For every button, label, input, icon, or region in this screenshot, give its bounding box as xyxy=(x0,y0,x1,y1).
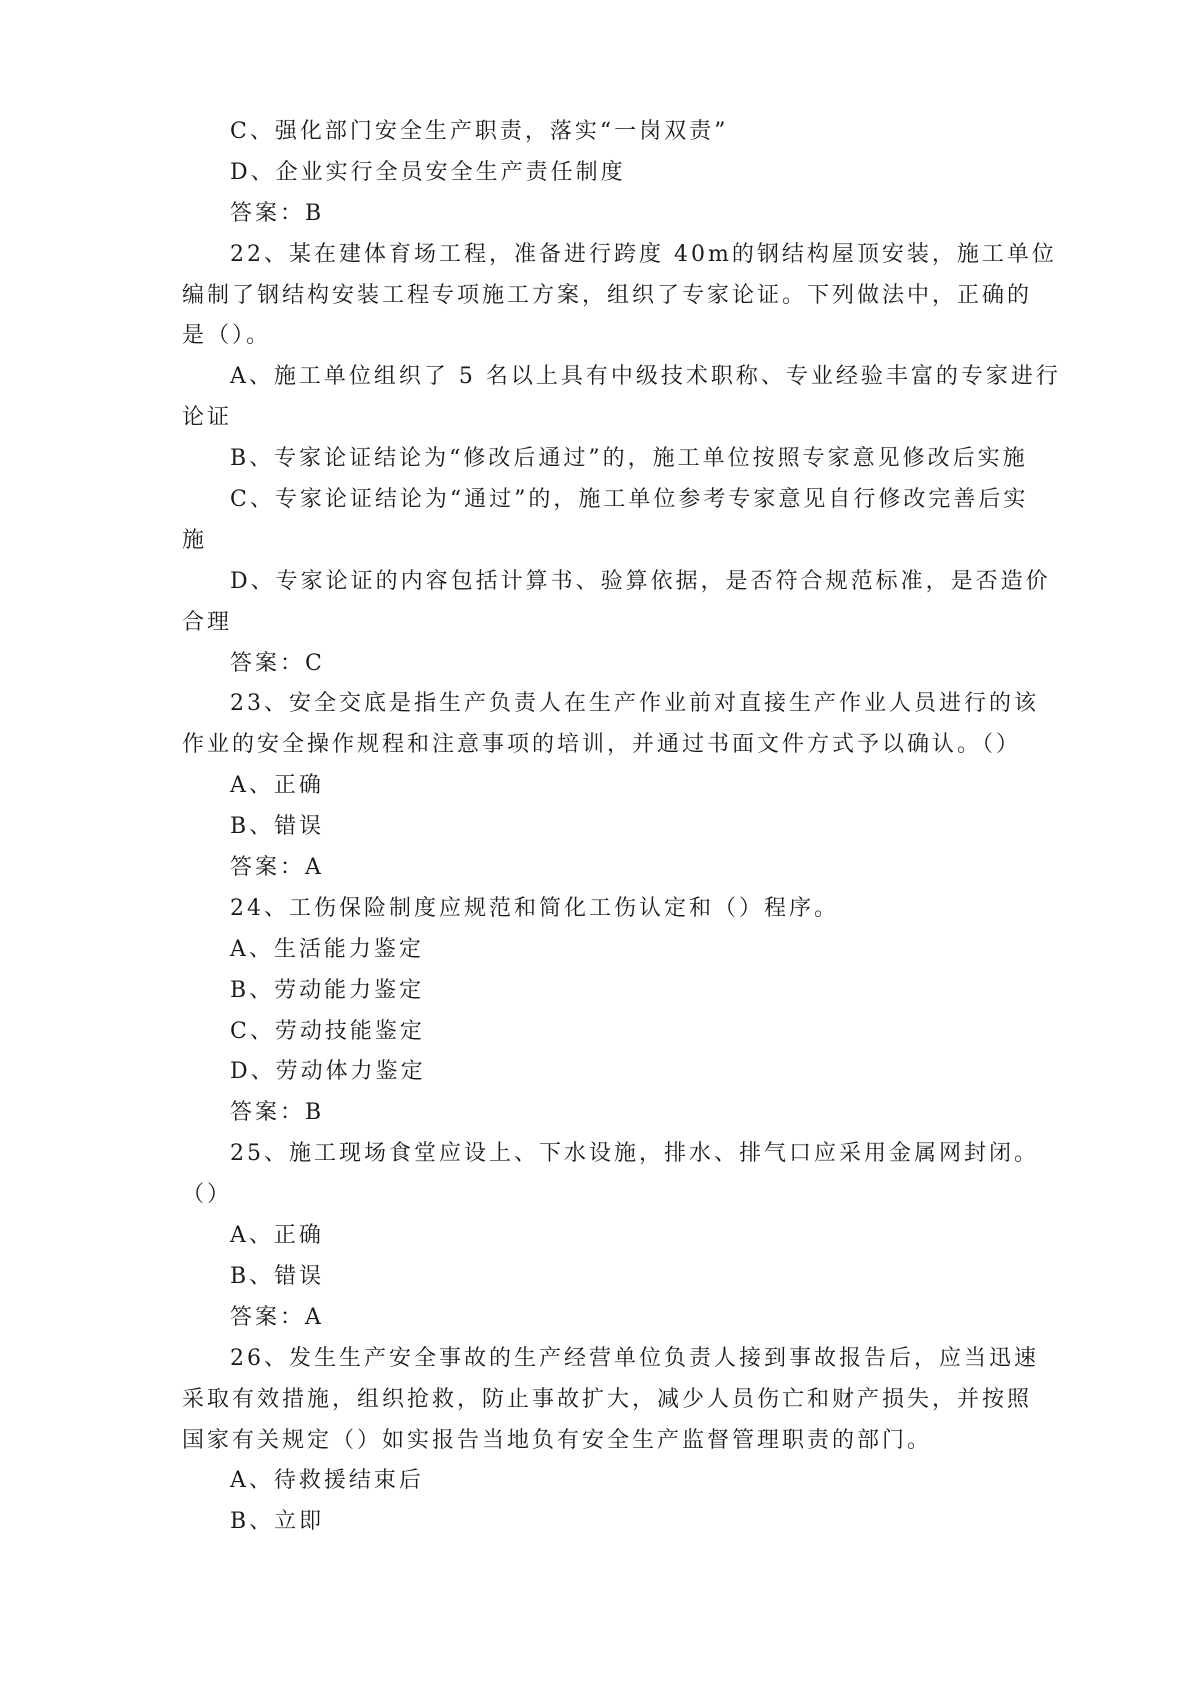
text-line: B、错误 xyxy=(230,1263,325,1289)
text-line: 作业的安全操作规程和注意事项的培训，并通过书面文件方式予以确认。（） xyxy=(182,732,1022,758)
text-line: 答案：A xyxy=(230,855,324,881)
text-line: C、强化部门安全生产职责，落实“一岗双责” xyxy=(230,119,729,144)
text-line: 22、某在建体育场工程，准备进行跨度 40m的钢结构屋顶安装，施工单位 xyxy=(230,241,1057,267)
document-page xyxy=(182,112,1061,1543)
text-line: B、错误 xyxy=(230,814,325,840)
text-line: 答案：B xyxy=(230,1100,325,1126)
text-line: B、劳动能力鉴定 xyxy=(230,977,425,1003)
text-line: B、立即 xyxy=(230,1509,325,1535)
text-line: D、专家论证的内容包括计算书、验算依据，是否符合规范标准，是否造价 xyxy=(230,568,1051,594)
text-line: C、专家论证结论为“通过”的，施工单位参考专家意见自行修改完善后实 xyxy=(230,487,1029,513)
text-line: B、专家论证结论为“修改后通过”的，施工单位按照专家意见修改后实施 xyxy=(230,446,1028,472)
text-line: 是（）。 xyxy=(182,323,272,349)
text-line: （） xyxy=(182,1182,233,1208)
text-line: C、劳动技能鉴定 xyxy=(230,1018,425,1044)
text-line: 答案：A xyxy=(230,1304,324,1330)
text-line: A、待救援结束后 xyxy=(230,1468,424,1494)
text-line: A、正确 xyxy=(230,773,324,799)
text-line: 采取有效措施，组织抢救，防止事故扩大，减少人员伤亡和财产损失，并按照 xyxy=(182,1386,1033,1412)
text-line: A、正确 xyxy=(230,1223,324,1249)
text-line: 26、发生生产安全事故的生产经营单位负责人接到事故报告后，应当迅速 xyxy=(230,1345,1039,1371)
text-line: 23、安全交底是指生产负责人在生产作业前对直接生产作业人员进行的该 xyxy=(230,691,1039,717)
text-line: 25、施工现场食堂应设上、下水设施，排水、排气口应采用金属网封闭。 xyxy=(230,1141,1039,1167)
text-line: 24、工伤保险制度应规范和简化工伤认定和（）程序。 xyxy=(230,895,839,921)
text-line: 答案：C xyxy=(230,650,325,676)
text-line: A、生活能力鉴定 xyxy=(230,936,424,962)
text-line: D、企业实行全员安全生产责任制度 xyxy=(230,159,626,185)
text-line: 合理 xyxy=(182,609,233,635)
text-line: 答案：B xyxy=(230,200,325,226)
text-line: 论证 xyxy=(182,405,233,431)
text-line: 施 xyxy=(182,527,208,553)
text-line: 编制了钢结构安装工程专项施工方案，组织了专家论证。下列做法中，正确的 xyxy=(182,282,1033,308)
text-line: D、劳动体力鉴定 xyxy=(230,1059,426,1085)
text-line: 国家有关规定（）如实报告当地负有安全生产监督管理职责的部门。 xyxy=(182,1427,933,1453)
text-line: A、施工单位组织了 5 名以上具有中级技术职称、专业经验丰富的专家进行 xyxy=(230,364,1061,390)
